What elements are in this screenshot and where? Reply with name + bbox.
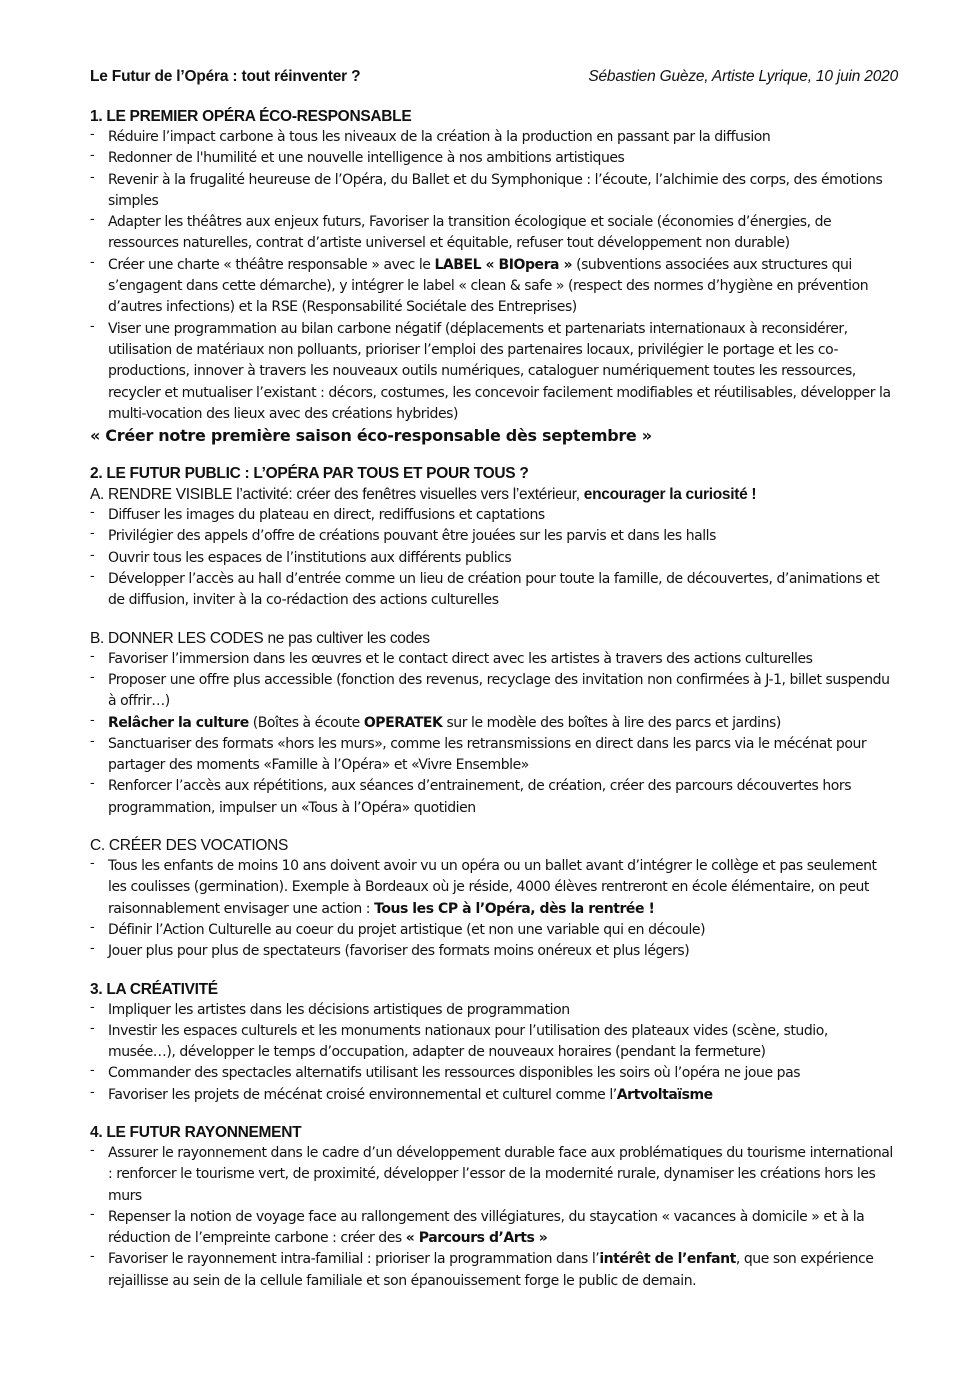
list-item [90, 170, 898, 213]
text-run: (subventions associées aux structures qui s’engagent dans cette démarche), y intégrer le label « clean & safe » (respect des normes d’hygiène en prévention d’autres infections) et la RSE (Responsabilité Sociétale des Entreprises) [108, 256, 869, 316]
text-run: A. RENDRE VISIBLE l’activité: créer des fenêtres visuelles vers l’extérieur, [90, 486, 584, 504]
text-run: Favoriser l’immersion dans les œuvres et le contact direct avec les artistes à travers des actions culturelles [108, 650, 813, 667]
text-run: Impliquer les artistes dans les décisions artistiques de programmation [108, 1001, 570, 1018]
document-header [90, 68, 898, 92]
text-run: Diffuser les images du plateau en direct, rediffusions et captations [108, 507, 545, 524]
text-run: Ouvrir tous les espaces de l’institutions aux différents publics [108, 549, 512, 566]
text-run: Repenser la notion de voyage face au rallongement des villégiatures, du staycation « vacances à domicile » et à la réduction de l’empreinte carbone : créer des [108, 1208, 865, 1247]
bullet-list [90, 127, 898, 425]
bullet-list [90, 649, 898, 819]
list-item [90, 670, 898, 713]
bullet-list [90, 1000, 898, 1106]
document-title: Le Futur de l’Opéra : tout réinventer ? [90, 68, 361, 85]
text-run: Favoriser les projets de mécénat croisé environnemental et culturel comme l’ [108, 1086, 617, 1103]
bullet-list [90, 505, 898, 611]
section-eco-responsable [90, 106, 898, 447]
list-item [90, 920, 898, 941]
bold-text: LABEL « BIOpera » [434, 256, 573, 273]
list-item [90, 1021, 898, 1064]
list-item [90, 526, 898, 547]
section-title: 3. LA CRÉATIVITÉ [90, 980, 218, 998]
list-item [90, 148, 898, 169]
list-item [90, 649, 898, 670]
document-author-date: Sébastien Guèze, Artiste Lyrique, 10 juin 2020 [588, 68, 898, 85]
list-item [90, 1000, 898, 1021]
list-item [90, 1207, 898, 1250]
text-run: Privilégier des appels d’offre de créations pouvant être jouées sur les parvis et dans les halls [108, 528, 716, 545]
list-item [90, 734, 898, 777]
list-item [90, 1249, 898, 1292]
text-run: sur le modèle des boîtes à lire des parcs et jardins) [442, 714, 781, 731]
subsection-heading-c [90, 835, 898, 856]
list-item [90, 941, 898, 962]
bullet-list [90, 1143, 898, 1292]
text-run: Tous les enfants de moins 10 ans doivent avoir vu un opéra ou un ballet avant d’intégrer le collège et pas seulement les coulisses (germination). Exemple à Bordeaux où je réside, 4000 élèves rentreront en école élémentaire, on peut raisonnablement envisager une action : [108, 858, 877, 917]
text-run: Viser une programmation au bilan carbone négatif (déplacements et partenariats internationaux à reconsidérer, utilisation de matériaux non polluants, prioriser l’emploi des partenaires locaux, privilégier le portage et les co-productions, innover à travers les nouveaux outils numériques, cataloguer numériquement toutes les ressources, recycler et mutualiser l’existant : décors, costumes, les concevoir facilement modifiables et réutilisables, développer la multi-vocation des lieux avec des créations hybrides) [108, 320, 891, 422]
section-title: 2. LE FUTUR PUBLIC : L’OPÉRA PAR TOUS ET POUR TOUS ? [90, 465, 529, 483]
text-run: B. DONNER LES CODES ne pas cultiver les codes [90, 629, 430, 647]
bullet-list [90, 856, 898, 962]
list-item [90, 1085, 898, 1106]
subsection-heading-a [90, 484, 898, 505]
text-run: Favoriser le rayonnement intra-familial : prioriser la programmation dans l’ [108, 1251, 600, 1268]
text-run: Commander des spectacles alternatifs utilisant les ressources disponibles les soirs où l’opéra ne joue pas [108, 1065, 801, 1082]
text-run: Redonner de l'humilité et une nouvelle intelligence à nos ambitions artistiques [108, 150, 625, 167]
text-run: (Boîtes à écoute [248, 714, 364, 731]
text-run: Proposer une offre plus accessible (fonction des revenus, recyclage des invitation non confirmées à J-1, billet suspendu à offrir…) [108, 671, 890, 710]
list-item [90, 548, 898, 569]
text-run: Adapter les théâtres aux enjeux futurs, Favoriser la transition écologique et sociale (économies d’énergies, de ressources naturelles, contrat d’artiste universel et équitable, refuser tout développement non durable) [108, 214, 832, 252]
list-item [90, 505, 898, 526]
text-run: Investir les espaces culturels et les monuments nationaux pour l’utilisation des plateaux vides (scène, studio, musée…), développer le temps d’occupation, adapter de nouveaux horaires (pendant la fermeture) [108, 1022, 828, 1061]
list-item [90, 776, 898, 819]
document-page [90, 68, 898, 1292]
text-run: Définir l’Action Culturelle au coeur du projet artistique (et non une variable qui en découle) [108, 921, 706, 938]
section-title: 1. LE PREMIER OPÉRA ÉCO-RESPONSABLE [90, 108, 412, 125]
text-run: Créer une charte « théâtre responsable » avec le [108, 256, 435, 273]
list-item [90, 713, 898, 734]
list-item [90, 212, 898, 255]
list-item [90, 127, 898, 148]
text-run: Développer l’accès au hall d’entrée comme un lieu de création pour toute la famille, de découvertes, d’animations et de diffusion, inviter à la co-rédaction des actions culturelles [108, 571, 880, 609]
section-creativite [90, 979, 898, 1106]
section-futur-rayonnement [90, 1122, 898, 1292]
list-item [90, 1143, 898, 1207]
bold-text: OPERATEK [363, 714, 443, 731]
bold-text: « Parcours d’Arts » [405, 1230, 548, 1247]
text-run: Sanctuariser des formats «hors les murs», comme les retransmissions en direct dans les parcs via le mécénat pour partager des moments «Famille à l’Opéra» et «Vivre Ensemble» [108, 735, 867, 774]
section-futur-public [90, 463, 898, 962]
text-run: Assurer le rayonnement dans le cadre d’un développement durable face aux problématiques du tourisme international : renforcer le tourisme vert, de proximité, développer l’essor de la modernité rurale, dynamiser les créations hors les murs [108, 1144, 893, 1204]
text-run: Revenir à la frugalité heureuse de l’Opéra, du Ballet et du Symphonique : l’écoute, l’alchimie des corps, des émotions simples [108, 171, 883, 209]
bold-text: encourager la curiosité ! [583, 486, 757, 504]
section-title: 4. LE FUTUR RAYONNEMENT [90, 1123, 302, 1141]
list-item [90, 319, 898, 425]
highlight-quote: « Créer notre première saison éco-responsable dès septembre » [90, 426, 652, 446]
text-run: Jouer plus pour plus de spectateurs (favoriser des formats moins onéreux et plus légers) [108, 943, 690, 960]
text-run: Réduire l’impact carbone à tous les niveaux de la création à la production en passant par la diffusion [108, 129, 771, 145]
list-item [90, 255, 898, 319]
bold-text: Tous les CP à l’Opéra, dès la rentrée ! [374, 900, 655, 917]
text-run: Renforcer l’accès aux répétitions, aux séances d’entrainement, de création, créer des parcours découvertes hors programmation, impulser un «Tous à l’Opéra» quotidien [108, 778, 852, 816]
bold-text: Relâcher la culture [108, 714, 249, 731]
text-run: , que son expérience rejaillisse au sein de la cellule familiale et son épanouissement forge le public de demain. [108, 1251, 874, 1289]
bold-text: intérêt de l’enfant [599, 1251, 736, 1268]
list-item [90, 569, 898, 612]
text-run: C. CRÉER DES VOCATIONS [90, 837, 289, 855]
subsection-heading-b [90, 628, 898, 649]
bold-text: Artvoltaïsme [616, 1086, 713, 1103]
list-item [90, 1063, 898, 1084]
list-item [90, 856, 898, 920]
